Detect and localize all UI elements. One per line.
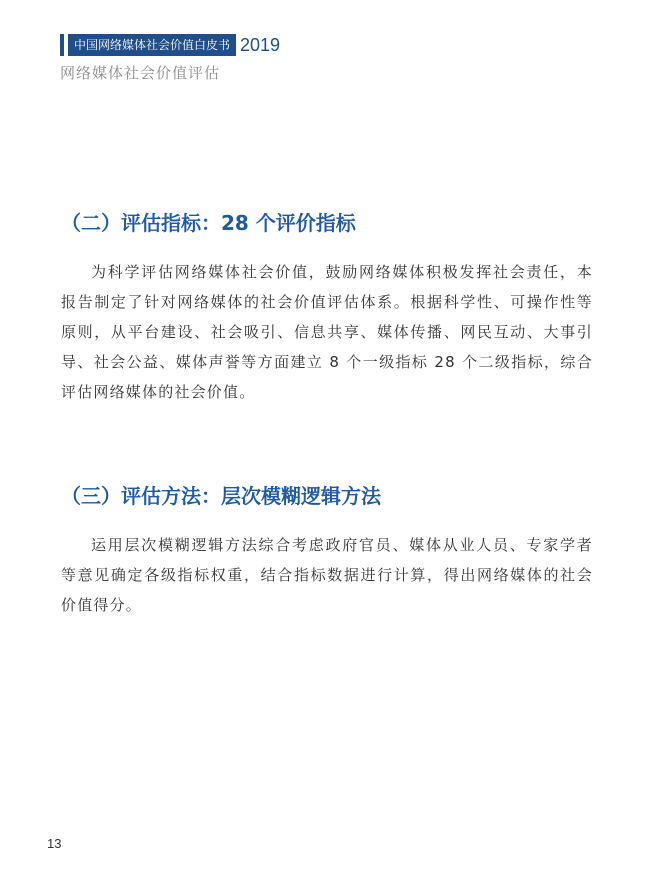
header-accent-bar <box>60 34 64 56</box>
section-paragraph-method: 运用层次模糊逻辑方法综合考虑政府官员、媒体从业人员、专家学者等意见确定各级指标权重，结合指标数据进行计算，得出网络媒体的社会价值得分。 <box>61 536 593 614</box>
section-title-method: （三）评估方法：层次模糊逻辑方法 <box>61 484 381 508</box>
book-title: 中国网络媒体社会价值白皮书 <box>68 34 236 56</box>
header-subtitle: 网络媒体社会价值评估 <box>60 64 221 82</box>
section-paragraph-indicators: 为科学评估网络媒体社会价值，鼓励网络媒体积极发挥社会责任，本报告制定了针对网络媒体的社会价值评估体系。根据科学性、可操作性等原则，从平台建设、社会吸引、信息共享、媒体传播、网民互动、大事引导、社会公益、媒体声誉等方面建立 8 个一级指标 28 个二级指标，综合评估网络媒体的社会价值。 <box>61 263 593 401</box>
header-row <box>60 34 280 56</box>
page-header <box>60 34 280 83</box>
section-title-indicators: （二）评估指标：28 个评价指标 <box>61 211 356 235</box>
page-number: 13 <box>47 836 62 851</box>
book-year: 2019 <box>240 34 281 55</box>
